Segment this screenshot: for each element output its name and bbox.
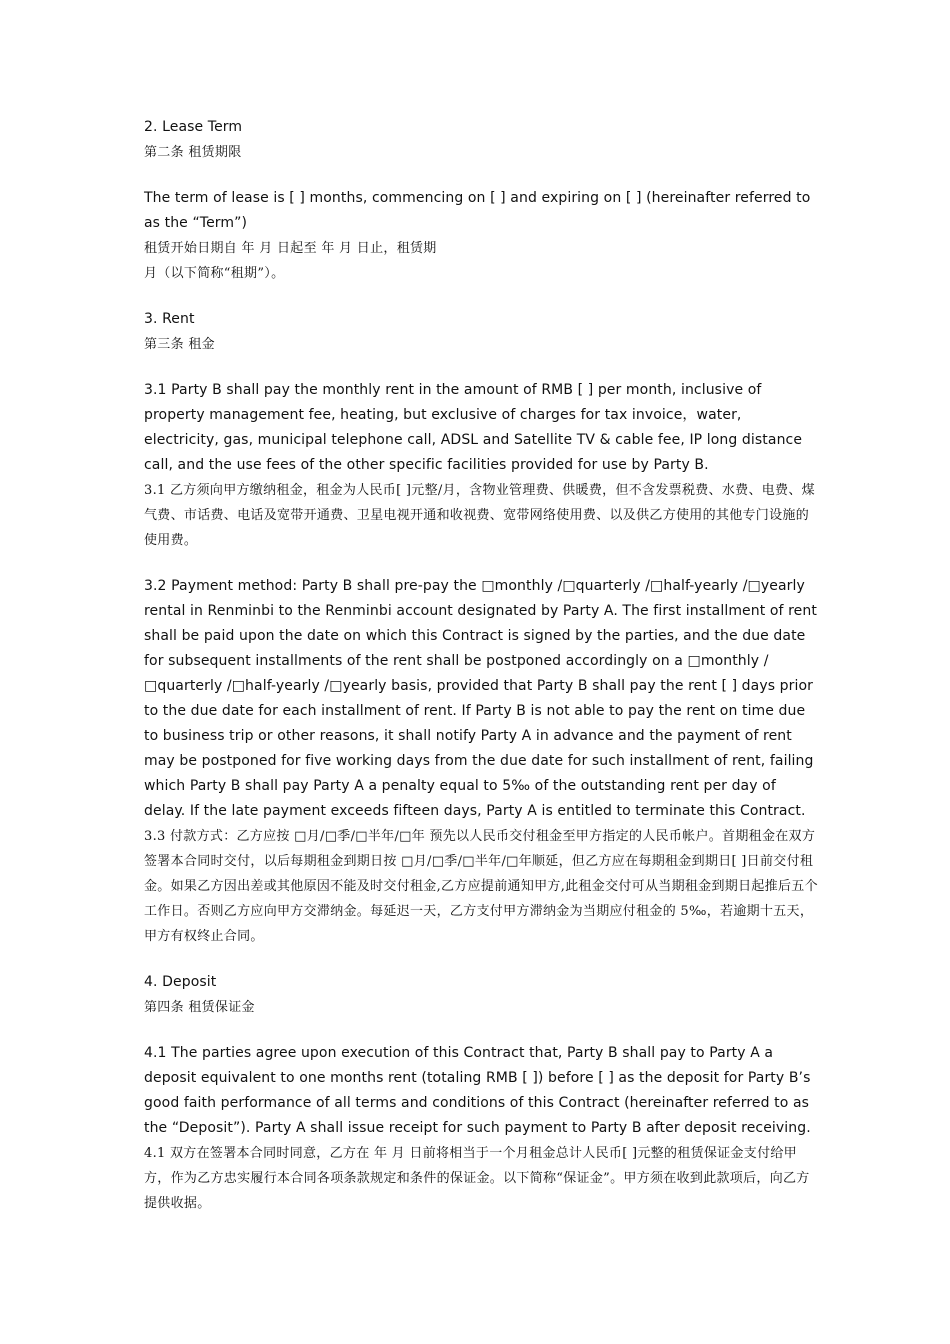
- clause-3-1-paragraph-zh: 3.1 乙方须向甲方缴纳租金，租金为人民币[ ]元整/月，含物业管理费、供暖费，但不含发票税费、水费、电费、煤气费、市话费、电话及宽带开通费、卫星电视开通和收视费、宽带网络使用费、以及供乙方使用的其他专门设施的使用费。: [144, 483, 815, 548]
- section-2-heading: 2. Lease Term: [144, 119, 243, 135]
- section-4-heading-zh: 第四条 租赁保证金: [144, 1000, 255, 1015]
- lease-term-paragraph: The term of lease is [ ] months, commencing on [ ] and expiring on [ ] (hereinafter referred to as the “Term”): [144, 190, 811, 231]
- section-3-heading-zh: 第三条 租金: [144, 337, 215, 352]
- lease-term-paragraph-zh-line2: 月（以下简称“租期”）。: [144, 266, 285, 281]
- clause-4-1-paragraph: 4.1 The parties agree upon execution of this Contract that, Party B shall pay to Party A a deposit equivalent to one months rent (totaling RMB [ ]) before [ ] as the deposit for Party B’s good faith performance of all terms and conditions of this Contract (hereinafter referred to as the “Deposit”). Party A shall issue receipt for such payment to Party B after deposit receiving.: [144, 1045, 811, 1136]
- clause-4-1-paragraph-zh: 4.1 双方在签署本合同时同意，乙方在 年 月 日前将相当于一个月租金总计人民币[ ]元整的租赁保证金支付给甲方，作为乙方忠实履行本合同各项条款规定和条件的保证金。以下简称“保证金”。甲方须在收到此款项后，向乙方提供收据。: [144, 1146, 810, 1211]
- document-page: [144, 115, 819, 1216]
- clause-3-3-paragraph-zh: 3.3 付款方式：乙方应按 □月/□季/□半年/□年 预先以人民币交付租金至甲方指定的人民币帐户。首期租金在双方签署本合同时交付，以后每期租金到期日按 □月/□季/□半年/□年顺延，但乙方应在每期租金到期日[ ]日前交付租金。如果乙方因出差或其他原因不能及时交付租金,乙方应提前通知甲方,此租金交付可从当期租金到期日起推后五个工作日。否则乙方应向甲方交滞纳金。每延迟一天，乙方支付甲方滞纳金为当期应付租金的 5‰，若逾期十五天，甲方有权终止合同。: [144, 829, 818, 944]
- section-4-heading: 4. Deposit: [144, 974, 217, 990]
- section-2-heading-zh: 第二条 租赁期限: [144, 145, 242, 160]
- section-3-heading: 3. Rent: [144, 311, 195, 327]
- clause-3-1-paragraph: 3.1 Party B shall pay the monthly rent in the amount of RMB [ ] per month, inclusive of property management fee, heating, but exclusive of charges for tax invoice，water, electricity, gas, municipal telephone call, ADSL and Satellite TV & cable fee, IP long distance call, and the use fees of the other specific facilities provided for use by Party B.: [144, 382, 803, 473]
- lease-term-paragraph-zh-line1: 租赁开始日期自 年 月 日起至 年 月 日止，租赁期: [144, 241, 437, 256]
- clause-3-2-paragraph: 3.2 Payment method: Party B shall pre-pay the □monthly /□quarterly /□half-yearly /□yearly rental in Renminbi to the Renminbi account designated by Party A. The first installment of rent shall be paid upon the date on which this Contract is signed by the parties, and the due date for subsequent installments of the rent shall be postponed accordingly on a □monthly /□quarterly /□half-yearly /□yearly basis, provided that Party B shall pay the rent [ ] days prior to the due date for each installment of rent. If Party B is not able to pay the rent on time due to business trip or other reasons, it shall notify Party A in advance and the payment of rent may be postponed for five working days from the due date for such installment of rent, failing which Party B shall pay Party A a penalty equal to 5‰ of the outstanding rent per day of delay. If the late payment exceeds fifteen days, Party A is entitled to terminate this Contract.: [144, 578, 817, 819]
